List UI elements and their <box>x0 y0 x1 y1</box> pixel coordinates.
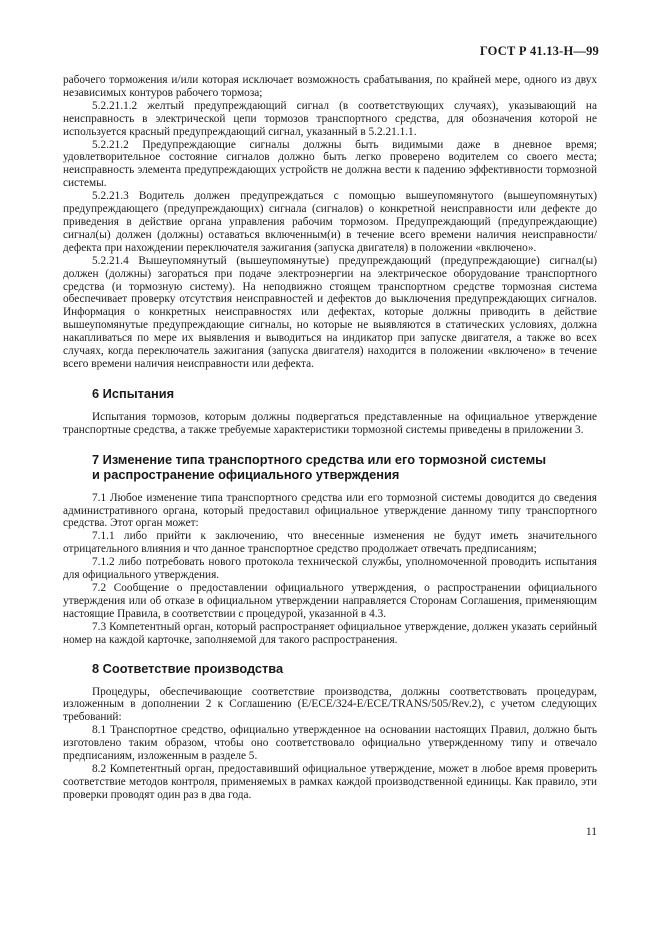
paragraph-8-2: 8.2 Компетентный орган, предоставивший официальное утверждение, может в любое время проверить соответствие методов контроля, применяемых в рамках каждой производственной единицы. Как правило, эти проверки проводят один раз в два года. <box>63 762 597 801</box>
section-8-heading: 8 Соответствие производства <box>92 660 284 676</box>
paragraph-7-2: 7.2 Сообщение о предоставлении официального утверждения, о распространении официального утверждения или об отказе в официальном утверждении направляется Сторонам Соглашения, применяющим настоящие Правила, в соответствии с процедурой, указанной в 4.3. <box>63 582 597 620</box>
section-8-intro-paragraph: Процедуры, обеспечивающие соответствие производства, должны соответствовать процедурам, изложенным в дополнении 2 к Соглашению (E/ECE/324-E/ECE/TRANS/505/Rev.2), с учетом следующих требований: <box>63 685 597 724</box>
section-7-heading-line-2: и распространение официального утверждения <box>92 466 400 482</box>
section-7-heading <box>63 452 597 482</box>
paragraph-continuation: рабочего торможения и/или которая исключает возможность срабатывания, по крайней мере, одного из двух независимых контуров рабочего тормоза; <box>63 74 597 99</box>
section-6-paragraph: Испытания тормозов, которым должны подвергаться представленные на официальное утверждение транспортные средства, а также требуемые характеристики тормозной системы приведены в приложении 3. <box>63 410 597 436</box>
paragraph-8-1: 8.1 Транспортное средство, официально утвержденное на основании настоящих Правил, должно быть изготовлено таким образом, чтобы оно соответствовало официально утвержденному типу и отвечало предписаниям, изложенным в разделе 5. <box>63 724 597 763</box>
paragraph-7-1: 7.1 Любое изменение типа транспортного средства или его тормозной системы доводится до сведения административного органа, который предоставил официальное утверждение данному типу транспортного средства. Этот орган может: <box>63 491 597 530</box>
section-6-heading: 6 Испытания <box>92 385 175 401</box>
document-body <box>63 74 597 802</box>
paragraph-5-2-21-4: 5.2.21.4 Вышеупомянутый (вышеупомянутые) предупреждающий (предупреждающие) сигнал(ы) должен (должны) загораться при подаче электроэнергии на электрическое оборудование транспортного средства (и тормозную систему). На неподвижно стоящем транспортном средстве тормозная система обеспечивает проверку отсутствия неисправностей и дефектов до выключения предупреждающих сигналов. Информация о конкретных неисправностях или дефектах, которые должны приводить в действие вышеупомянутые предупреждающие сигналы, но которые не выявляются в статических условиях, должна накапливаться по мере их выявления и выводиться на индикатор при запуске двигателя, а также во всех случаях, когда переключатель зажигания (запуска двигателя) находится в положении «включено» в течение всего времени наличия неисправности или дефекта. <box>63 254 597 370</box>
page-number: 11 <box>585 826 597 838</box>
paragraph-5-2-21-2: 5.2.21.2 Предупреждающие сигналы должны быть видимыми даже в дневное время; удовлетворительное состояние сигналов должно быть легко проверено водителем со своего места; неисправность элемента предупреждающих устройств не должна вести к падению эффективности тормозной системы. <box>63 138 597 190</box>
standard-code-header: ГОСТ Р 41.13-Н—99 <box>479 44 599 58</box>
paragraph-5-2-21-3: 5.2.21.3 Водитель должен предупреждаться с помощью вышеупомянутого (вышеупомянутых) предупреждающего (предупреждающих) сигнала (сигналов) о конкретной неисправности или дефекте до приведения в действие органа управления рабочим тормозом. Предупреждающий (предупреждающие) сигнал(ы) должен (должны) оставаться включенным(и) в течение всего времени наличия неисправности/дефекта при нахождении переключателя зажигания (запуска двигателя) в положении «включено». <box>63 190 597 254</box>
paragraph-7-1-2: 7.1.2 либо потребовать нового протокола технической службы, уполномоченной проводить испытания для официального утверждения. <box>63 556 597 582</box>
paragraph-7-1-1: 7.1.1 либо прийти к заключению, что внесенные изменения не будут иметь значительного отрицательного влияния и что данное транспортное средство продолжает отвечать предписаниям; <box>63 530 597 556</box>
paragraph-5-2-21-1-2: 5.2.21.1.2 желтый предупреждающий сигнал (в соответствующих случаях), указывающий на неисправность в электрической цепи тормозов транспортного средства, для обозначения которой не используется красный предупреждающий сигнал, указанный в 5.2.21.1.1. <box>63 99 597 138</box>
paragraph-7-3: 7.3 Компетентный орган, который распространяет официальное утверждение, должен указать серийный номер на каждой карточке, заполняемой для такого распространения. <box>63 620 597 646</box>
section-7-heading-line-1: 7 Изменение типа транспортного средства или его тормозной системы <box>92 451 547 467</box>
